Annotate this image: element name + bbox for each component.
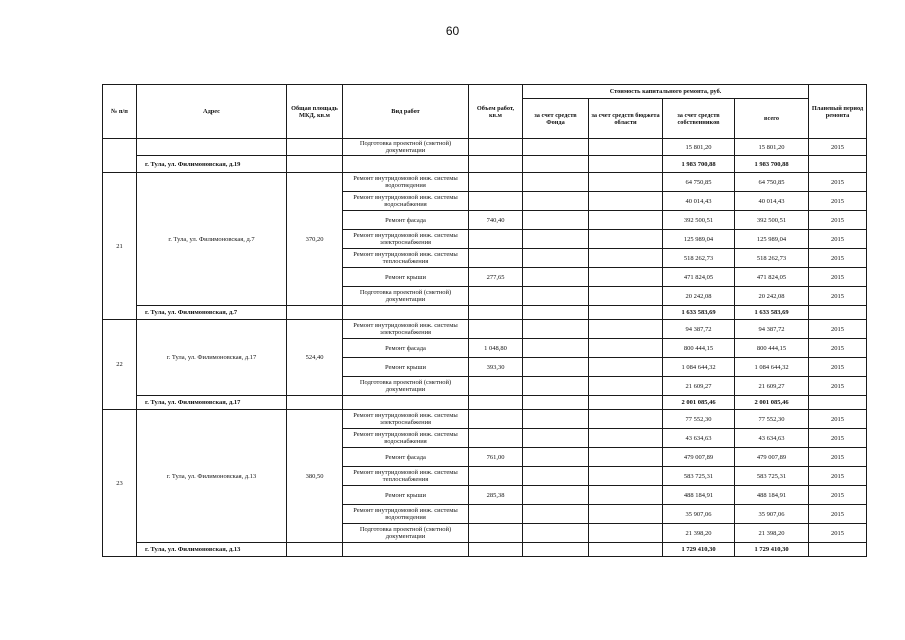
cell-owners: 20 242,08 (663, 287, 735, 306)
cell-fund (523, 192, 589, 211)
cell-volume (469, 173, 523, 192)
cell-total: 583 725,31 (735, 467, 809, 486)
cell-year (809, 156, 867, 173)
cell-total: 1 084 644,32 (735, 358, 809, 377)
cell-owners: 21 609,27 (663, 377, 735, 396)
cell-region (589, 396, 663, 410)
cell-region (589, 486, 663, 505)
cell-owners: 479 007,89 (663, 448, 735, 467)
cell-region (589, 249, 663, 268)
cell-fund (523, 139, 589, 156)
cell-work: Ремонт крыши (343, 486, 469, 505)
cell-volume: 393,30 (469, 358, 523, 377)
cell-total: 35 907,06 (735, 505, 809, 524)
table-row (103, 139, 867, 156)
cell-year: 2015 (809, 448, 867, 467)
cell-area (287, 396, 343, 410)
cell-fund (523, 249, 589, 268)
subtotal-owners: 1 983 700,88 (663, 156, 735, 173)
cell-fund (523, 486, 589, 505)
cell-work: Ремонт внутридомовой инж. системы теплоснабжения (343, 467, 469, 486)
cell-year: 2015 (809, 173, 867, 192)
cell-num: 22 (103, 320, 137, 410)
cell-volume (469, 287, 523, 306)
cell-owners: 21 398,20 (663, 524, 735, 543)
table-row (103, 410, 867, 429)
table-header (103, 85, 867, 139)
cell-volume (469, 505, 523, 524)
subtotal-label: г. Тула, ул. Филимоновская, д.19 (137, 156, 287, 173)
cell-owners: 518 262,73 (663, 249, 735, 268)
cell-fund (523, 429, 589, 448)
cell-volume (469, 230, 523, 249)
cell-volume (469, 467, 523, 486)
cell-region (589, 156, 663, 173)
cell-total: 64 750,85 (735, 173, 809, 192)
cell-work (343, 396, 469, 410)
cell-year: 2015 (809, 230, 867, 249)
cell-work: Ремонт фасада (343, 448, 469, 467)
cell-num: 23 (103, 410, 137, 557)
page-number: 60 (445, 24, 460, 38)
cell-year (809, 306, 867, 320)
header-fund: за счет средств Фонда (523, 99, 589, 139)
cell-year: 2015 (809, 410, 867, 429)
cell-region (589, 339, 663, 358)
header-volume: Объем работ, кв.м (469, 85, 523, 139)
cell-year (809, 396, 867, 410)
cell-region (589, 410, 663, 429)
subtotal-owners: 2 001 085,46 (663, 396, 735, 410)
cell-total: 21 609,27 (735, 377, 809, 396)
cell-fund (523, 410, 589, 429)
cell-owners: 64 750,85 (663, 173, 735, 192)
cell-total: 94 387,72 (735, 320, 809, 339)
cell-year: 2015 (809, 486, 867, 505)
cell-volume (469, 543, 523, 557)
cell-owners: 1 084 644,32 (663, 358, 735, 377)
cell-year: 2015 (809, 524, 867, 543)
subtotal-row (103, 156, 867, 173)
repair-cost-table (102, 84, 867, 557)
cell-address: г. Тула, ул. Филимоновская, д.7 (137, 173, 287, 306)
cell-fund (523, 268, 589, 287)
cell-fund (523, 524, 589, 543)
subtotal-total: 2 001 085,46 (735, 396, 809, 410)
cell-year: 2015 (809, 505, 867, 524)
cell-year (809, 543, 867, 557)
cell-owners: 125 989,04 (663, 230, 735, 249)
cell-fund (523, 543, 589, 557)
cell-fund (523, 396, 589, 410)
cell-volume (469, 377, 523, 396)
cell-volume (469, 139, 523, 156)
cell-year: 2015 (809, 268, 867, 287)
header-area: Общая площадь МКД, кв.м (287, 85, 343, 139)
cell-fund (523, 320, 589, 339)
cell-owners: 35 907,06 (663, 505, 735, 524)
document-table-wrapper (102, 84, 866, 557)
cell-volume: 1 048,80 (469, 339, 523, 358)
cell-work: Ремонт внутридомовой инж. системы электроснабжения (343, 230, 469, 249)
cell-region (589, 230, 663, 249)
header-cost-group: Стоимость капитального ремонта, руб. (523, 85, 809, 99)
cell-region (589, 429, 663, 448)
cell-area (287, 156, 343, 173)
cell-owners: 15 801,20 (663, 139, 735, 156)
cell-fund (523, 467, 589, 486)
cell-work: Ремонт крыши (343, 358, 469, 377)
cell-region (589, 320, 663, 339)
cell-fund (523, 287, 589, 306)
cell-region (589, 192, 663, 211)
cell-work: Ремонт внутридомовой инж. системы водоснабжения (343, 429, 469, 448)
table-row (103, 173, 867, 192)
cell-fund (523, 156, 589, 173)
cell-area: 380,50 (287, 410, 343, 543)
subtotal-owners: 1 729 410,30 (663, 543, 735, 557)
cell-volume (469, 249, 523, 268)
cell-volume (469, 396, 523, 410)
cell-volume (469, 410, 523, 429)
subtotal-owners: 1 633 583,69 (663, 306, 735, 320)
cell-total: 392 500,51 (735, 211, 809, 230)
cell-volume (469, 306, 523, 320)
subtotal-row (103, 543, 867, 557)
cell-volume (469, 320, 523, 339)
cell-area (287, 543, 343, 557)
cell-work: Ремонт внутридомовой инж. системы водоотведения (343, 173, 469, 192)
subtotal-label: г. Тула, ул. Филимоновская, д.13 (137, 543, 287, 557)
cell-total: 43 634,63 (735, 429, 809, 448)
subtotal-label: г. Тула, ул. Филимоновская, д.7 (137, 306, 287, 320)
cell-year: 2015 (809, 320, 867, 339)
cell-year: 2015 (809, 139, 867, 156)
cell-total: 15 801,20 (735, 139, 809, 156)
cell-region (589, 358, 663, 377)
cell-num (103, 139, 137, 173)
cell-total: 800 444,15 (735, 339, 809, 358)
cell-owners: 77 552,30 (663, 410, 735, 429)
cell-volume: 740,40 (469, 211, 523, 230)
cell-region (589, 287, 663, 306)
cell-owners: 471 824,05 (663, 268, 735, 287)
subtotal-total: 1 633 583,69 (735, 306, 809, 320)
cell-total: 21 398,20 (735, 524, 809, 543)
cell-fund (523, 377, 589, 396)
cell-volume (469, 192, 523, 211)
cell-region (589, 306, 663, 320)
cell-owners: 392 500,51 (663, 211, 735, 230)
cell-total: 488 184,91 (735, 486, 809, 505)
cell-work: Ремонт крыши (343, 268, 469, 287)
cell-year: 2015 (809, 467, 867, 486)
cell-fund (523, 306, 589, 320)
cell-year: 2015 (809, 287, 867, 306)
cell-volume: 761,00 (469, 448, 523, 467)
cell-volume (469, 156, 523, 173)
cell-volume (469, 429, 523, 448)
cell-area: 370,20 (287, 173, 343, 306)
table-row (103, 320, 867, 339)
cell-region (589, 543, 663, 557)
cell-region (589, 377, 663, 396)
cell-work: Ремонт фасада (343, 339, 469, 358)
cell-fund (523, 173, 589, 192)
cell-work: Подготовка проектной (сметной) документации (343, 287, 469, 306)
cell-total: 518 262,73 (735, 249, 809, 268)
cell-year: 2015 (809, 249, 867, 268)
cell-region (589, 505, 663, 524)
header-planned: Планевый период ремонта (809, 85, 867, 139)
cell-region (589, 268, 663, 287)
cell-address (137, 139, 287, 156)
cell-fund (523, 505, 589, 524)
cell-year: 2015 (809, 429, 867, 448)
cell-year: 2015 (809, 358, 867, 377)
subtotal-total: 1 729 410,30 (735, 543, 809, 557)
subtotal-row (103, 306, 867, 320)
table-body (103, 139, 867, 557)
cell-area: 524,40 (287, 320, 343, 396)
cell-region (589, 467, 663, 486)
cell-work (343, 306, 469, 320)
cell-work (343, 543, 469, 557)
cell-owners: 40 014,43 (663, 192, 735, 211)
cell-volume (469, 524, 523, 543)
cell-total: 20 242,08 (735, 287, 809, 306)
cell-total: 471 824,05 (735, 268, 809, 287)
cell-work: Подготовка проектной (сметной) документации (343, 524, 469, 543)
cell-owners: 583 725,31 (663, 467, 735, 486)
cell-volume: 277,65 (469, 268, 523, 287)
cell-year: 2015 (809, 192, 867, 211)
cell-total: 125 989,04 (735, 230, 809, 249)
cell-region (589, 448, 663, 467)
cell-total: 479 007,89 (735, 448, 809, 467)
cell-num: 21 (103, 173, 137, 320)
subtotal-total: 1 983 700,88 (735, 156, 809, 173)
cell-year: 2015 (809, 339, 867, 358)
cell-fund (523, 339, 589, 358)
cell-year: 2015 (809, 211, 867, 230)
cell-address: г. Тула, ул. Филимоновская, д.17 (137, 320, 287, 396)
cell-owners: 488 184,91 (663, 486, 735, 505)
header-num: № п/п (103, 85, 137, 139)
header-region: за счет средств бюджета области (589, 99, 663, 139)
cell-work: Ремонт внутридомовой инж. системы водоснабжения (343, 192, 469, 211)
cell-fund (523, 358, 589, 377)
subtotal-label: г. Тула, ул. Филимоновская, д.17 (137, 396, 287, 410)
cell-fund (523, 230, 589, 249)
cell-work: Подготовка проектной (сметной) документации (343, 377, 469, 396)
cell-owners: 800 444,15 (663, 339, 735, 358)
cell-total: 40 014,43 (735, 192, 809, 211)
cell-total: 77 552,30 (735, 410, 809, 429)
cell-work: Ремонт внутридомовой инж. системы электроснабжения (343, 410, 469, 429)
cell-region (589, 524, 663, 543)
header-owners: за счет средств собственников (663, 99, 735, 139)
subtotal-row (103, 396, 867, 410)
cell-fund (523, 211, 589, 230)
cell-work: Ремонт фасада (343, 211, 469, 230)
cell-work: Ремонт внутридомовой инж. системы теплоснабжения (343, 249, 469, 268)
cell-owners: 43 634,63 (663, 429, 735, 448)
cell-year: 2015 (809, 377, 867, 396)
cell-work (343, 156, 469, 173)
cell-region (589, 173, 663, 192)
cell-area (287, 139, 343, 156)
cell-region (589, 211, 663, 230)
cell-address: г. Тула, ул. Филимоновская, д.13 (137, 410, 287, 543)
cell-area (287, 306, 343, 320)
cell-owners: 94 387,72 (663, 320, 735, 339)
cell-volume: 285,38 (469, 486, 523, 505)
cell-region (589, 139, 663, 156)
cell-work: Ремонт внутридомовой инж. системы электроснабжения (343, 320, 469, 339)
cell-work: Подготовка проектной (сметной) документации (343, 139, 469, 156)
header-work: Вид работ (343, 85, 469, 139)
header-address: Адрес (137, 85, 287, 139)
cell-fund (523, 448, 589, 467)
cell-work: Ремонт внутридомовой инж. системы водоотведения (343, 505, 469, 524)
header-total: всего (735, 99, 809, 139)
